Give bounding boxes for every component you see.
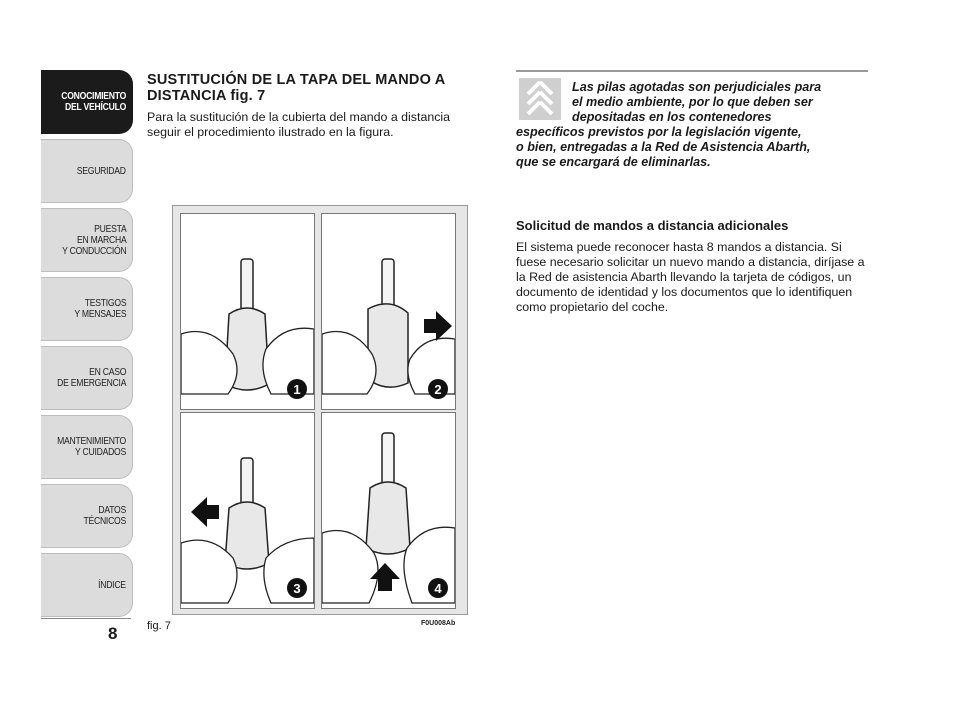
tab-puesta-en-marcha[interactable] [41,208,133,272]
tab-label: SEGURIDAD [77,164,126,177]
tab-en-caso-de-emergencia[interactable] [41,346,133,410]
key-illustration [322,413,455,608]
page-number: 8 [108,624,118,643]
left-column [147,72,487,140]
arrow-icon [424,311,452,341]
note-line: o bien, entregadas a la Red de Asistencia Abarth, [516,140,811,154]
note-line: el medio ambiente, por lo que deben ser [572,95,813,109]
tab-label: EN CASO DE EMERGENCIA [56,366,126,389]
figure-key-cover-steps [172,205,468,615]
note-line: depositadas en los contenedores [572,110,772,124]
tab-indice[interactable] [41,553,133,617]
section-heading: SUSTITUCIÓN DE LA TAPA DEL MANDO A DISTANCIA fig. 7 [147,72,445,104]
environment-note [516,80,866,170]
body-paragraph: El sistema puede reconocer hasta 8 mandos a distancia. Si fuese necesario solicitar un nuevo mando a distancia, diríjase a la Red de asistencia Abarth llevando la tarjeta de códigos, un documento de identidad y los documentos que lo identifiquen como propietario del coche. [516,240,865,314]
tab-seguridad[interactable] [41,139,133,203]
tab-mantenimiento-y-cuidados[interactable] [41,415,133,479]
body-paragraph: Para la sustitución de la cubierta del mando a distancia seguir el procedimiento ilustrado en la figura. [147,110,451,139]
figure-panel-step-2 [321,213,456,410]
tab-label: ÍNDICE [98,578,126,591]
step-number: 2 [434,382,442,397]
note-line: Las pilas agotadas son perjudiciales para [572,80,822,94]
step-number: 3 [293,581,301,596]
step-number: 1 [293,382,301,397]
figure-panel-step-1 [180,213,315,410]
figure-code: F0U008Ab [421,620,456,627]
key-illustration [322,214,455,409]
note-line: específicos previstos por la legislación vigente, [516,125,802,139]
arrow-icon [191,497,219,527]
tab-label: TESTIGOS Y MENSAJES [74,297,126,320]
figure-panel-step-4 [321,412,456,609]
tab-testigos-y-mensajes[interactable] [41,277,133,341]
step-number: 4 [434,581,442,596]
section-subheading: Solicitud de mandos a distancia adicionales [516,218,789,233]
tab-label: CONOCIMIENTO DEL VEHÍCULO [61,90,126,113]
tab-datos-tecnicos[interactable] [41,484,133,548]
figure-caption: fig. 7 [147,620,171,632]
section-tabs [41,70,133,622]
tab-label: DATOS TÉCNICOS [83,504,126,527]
divider [41,618,131,619]
figure-panel-step-3 [180,412,315,609]
tab-label: PUESTA EN MARCHA Y CONDUCCIÓN [61,222,126,257]
tab-label: MANTENIMIENTO Y CUIDADOS [57,435,126,458]
tab-conocimiento-del-vehiculo[interactable] [41,70,133,134]
key-illustration [181,413,314,608]
key-illustration [181,214,314,409]
divider [516,70,868,72]
note-line: que se encargará de eliminarlas. [516,155,711,169]
